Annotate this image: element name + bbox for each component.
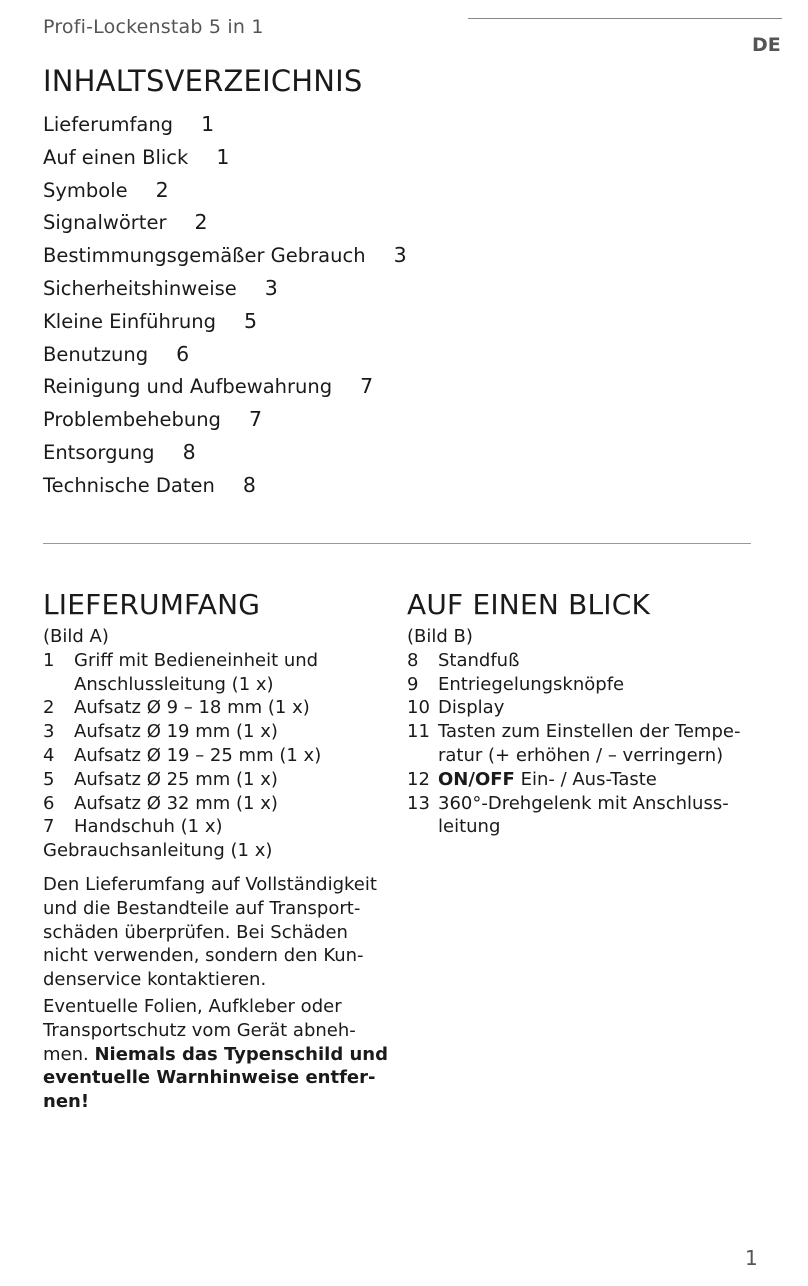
toc-entry-label: Symbole xyxy=(43,178,128,202)
toc-entry-entsorgung[interactable] xyxy=(43,436,407,469)
toc-entry-auf-einen-blick[interactable] xyxy=(43,141,407,174)
list-item xyxy=(43,768,388,792)
document-product-title: Profi-Lockenstab 5 in 1 xyxy=(43,16,264,38)
item-number: 3 xyxy=(43,721,55,743)
check-delivery-paragraph: Den Lieferumfang auf Vollständigkeit und die Bestandteile auf Transportschäden überprüfen. Bei Schäden nicht verwenden, sondern den Kundenservice kontaktieren. xyxy=(43,873,377,991)
toc-entry-label: Signalwörter xyxy=(43,211,167,235)
item-number: 6 xyxy=(43,792,55,814)
toc-entry-signalwoerter[interactable] xyxy=(43,206,407,239)
item-text: Standfuß xyxy=(438,649,520,671)
item-number: 4 xyxy=(43,744,55,766)
warning-text: Niemals das Typenschild und eventuelle Warnhinweise entfernen! xyxy=(43,1043,388,1113)
toc-entry-reinigung[interactable] xyxy=(43,370,407,403)
list-item xyxy=(407,720,767,768)
list-item xyxy=(43,815,388,839)
item-text: Griff mit Bedieneinheit und Anschlussleitung (1 x) xyxy=(74,649,319,695)
item-number: 13 xyxy=(407,792,430,814)
item-number: 8 xyxy=(407,649,419,671)
figure-reference: (Bild A) xyxy=(43,626,109,647)
item-number: 7 xyxy=(43,816,55,838)
toc-entry-label: Lieferumfang xyxy=(43,113,174,136)
toc-entry-technische-daten[interactable] xyxy=(43,469,407,502)
toc-entry-page: 8 xyxy=(242,472,256,497)
toc-entry-label: Entsorgung xyxy=(43,440,155,464)
item-text: Aufsatz Ø 9 – 18 mm (1 x) xyxy=(74,697,310,719)
toc-entry-page: 6 xyxy=(176,341,190,366)
item-number: 2 xyxy=(43,697,55,719)
toc-entry-kleine-einfuehrung[interactable] xyxy=(43,305,407,338)
table-of-contents xyxy=(43,108,407,502)
toc-heading: INHALTSVERZEICHNIS xyxy=(43,64,363,98)
list-item xyxy=(43,792,388,816)
item-text: Handschuh (1 x) xyxy=(74,816,223,838)
figure-reference: (Bild B) xyxy=(407,626,473,647)
header-divider xyxy=(468,18,782,19)
lieferumfang-list xyxy=(43,649,388,839)
toc-entry-label: Auf einen Blick xyxy=(43,145,189,169)
list-item xyxy=(407,792,767,840)
toc-entry-symbole[interactable] xyxy=(43,174,407,207)
list-item xyxy=(43,649,388,697)
list-item xyxy=(407,768,767,792)
auf-einen-blick-section xyxy=(407,585,767,839)
list-item xyxy=(407,673,767,697)
item-number: 1 xyxy=(43,649,55,671)
item-text: Aufsatz Ø 25 mm (1 x) xyxy=(74,768,278,790)
item-text: 360°-Drehgelenk mit Anschlussleitung xyxy=(438,792,729,838)
item-text: Aufsatz Ø 19 mm (1 x) xyxy=(74,721,278,743)
item-number: 9 xyxy=(407,673,419,695)
toc-entry-page: 2 xyxy=(155,177,169,202)
auf-einen-blick-heading: AUF EINEN BLICK xyxy=(407,588,651,621)
manual-item: Gebrauchsanleitung (1 x) xyxy=(43,840,273,862)
toc-entry-page: 8 xyxy=(182,439,196,464)
section-divider xyxy=(43,543,751,544)
list-item xyxy=(43,744,388,768)
toc-entry-page: 5 xyxy=(243,308,258,333)
toc-entry-label: Problembehebung xyxy=(43,408,221,432)
toc-entry-label: Kleine Einführung xyxy=(43,309,216,333)
item-text: Aufsatz Ø 19 – 25 mm (1 x) xyxy=(74,744,322,766)
toc-entry-label: Bestimmungsgemäßer Gebrauch xyxy=(43,244,366,268)
item-number: 10 xyxy=(407,697,430,719)
list-item xyxy=(407,696,767,720)
toc-entry-page: 7 xyxy=(360,374,374,399)
toc-entry-page: 1 xyxy=(201,112,215,136)
list-item xyxy=(407,649,767,673)
toc-entry-page: 1 xyxy=(216,144,230,169)
toc-entry-benutzung[interactable] xyxy=(43,338,407,371)
item-text: Tasten zum Einstellen der Temperatur (+ erhöhen / – verringern) xyxy=(438,721,741,766)
auf-einen-blick-list xyxy=(407,649,767,839)
toc-entry-label: Sicherheitshinweise xyxy=(43,276,237,300)
toc-entry-page: 7 xyxy=(248,407,262,432)
on-off-description: Ein- / Aus-Taste xyxy=(520,768,657,790)
item-number: 12 xyxy=(407,768,430,790)
toc-entry-bestimmungsgemaesser-gebrauch[interactable] xyxy=(43,239,407,272)
toc-entry-sicherheitshinweise[interactable] xyxy=(43,272,407,305)
remove-packaging-paragraph xyxy=(43,995,388,1114)
toc-entry-label: Technische Daten xyxy=(43,473,215,497)
item-number: 11 xyxy=(407,721,430,743)
list-item xyxy=(43,720,388,744)
toc-entry-label: Benutzung xyxy=(43,342,149,366)
item-text: Entriegelungsknöpfe xyxy=(438,673,625,695)
item-text: Display xyxy=(438,697,505,719)
item-text: Aufsatz Ø 32 mm (1 x) xyxy=(74,792,278,814)
toc-entry-page: 3 xyxy=(393,243,407,268)
toc-entry-problembehebung[interactable] xyxy=(43,403,407,436)
lieferumfang-section xyxy=(43,585,388,1114)
item-number: 5 xyxy=(43,768,55,790)
toc-entry-label: Reinigung und Aufbewahrung xyxy=(43,375,333,399)
page-number: 1 xyxy=(745,1246,758,1270)
toc-entry-lieferumfang[interactable] xyxy=(43,108,407,141)
on-off-key-label: ON/OFF xyxy=(438,768,515,790)
remove-packaging-text: Eventuelle Folien, Aufkleber oder Transportschutz vom Gerät abnehmen. xyxy=(43,995,356,1065)
list-item xyxy=(43,696,388,720)
lieferumfang-heading: LIEFERUMFANG xyxy=(43,588,261,621)
toc-entry-page: 2 xyxy=(194,210,208,235)
item-text xyxy=(438,768,767,792)
language-badge: DE xyxy=(752,34,781,56)
toc-entry-page: 3 xyxy=(264,275,278,300)
